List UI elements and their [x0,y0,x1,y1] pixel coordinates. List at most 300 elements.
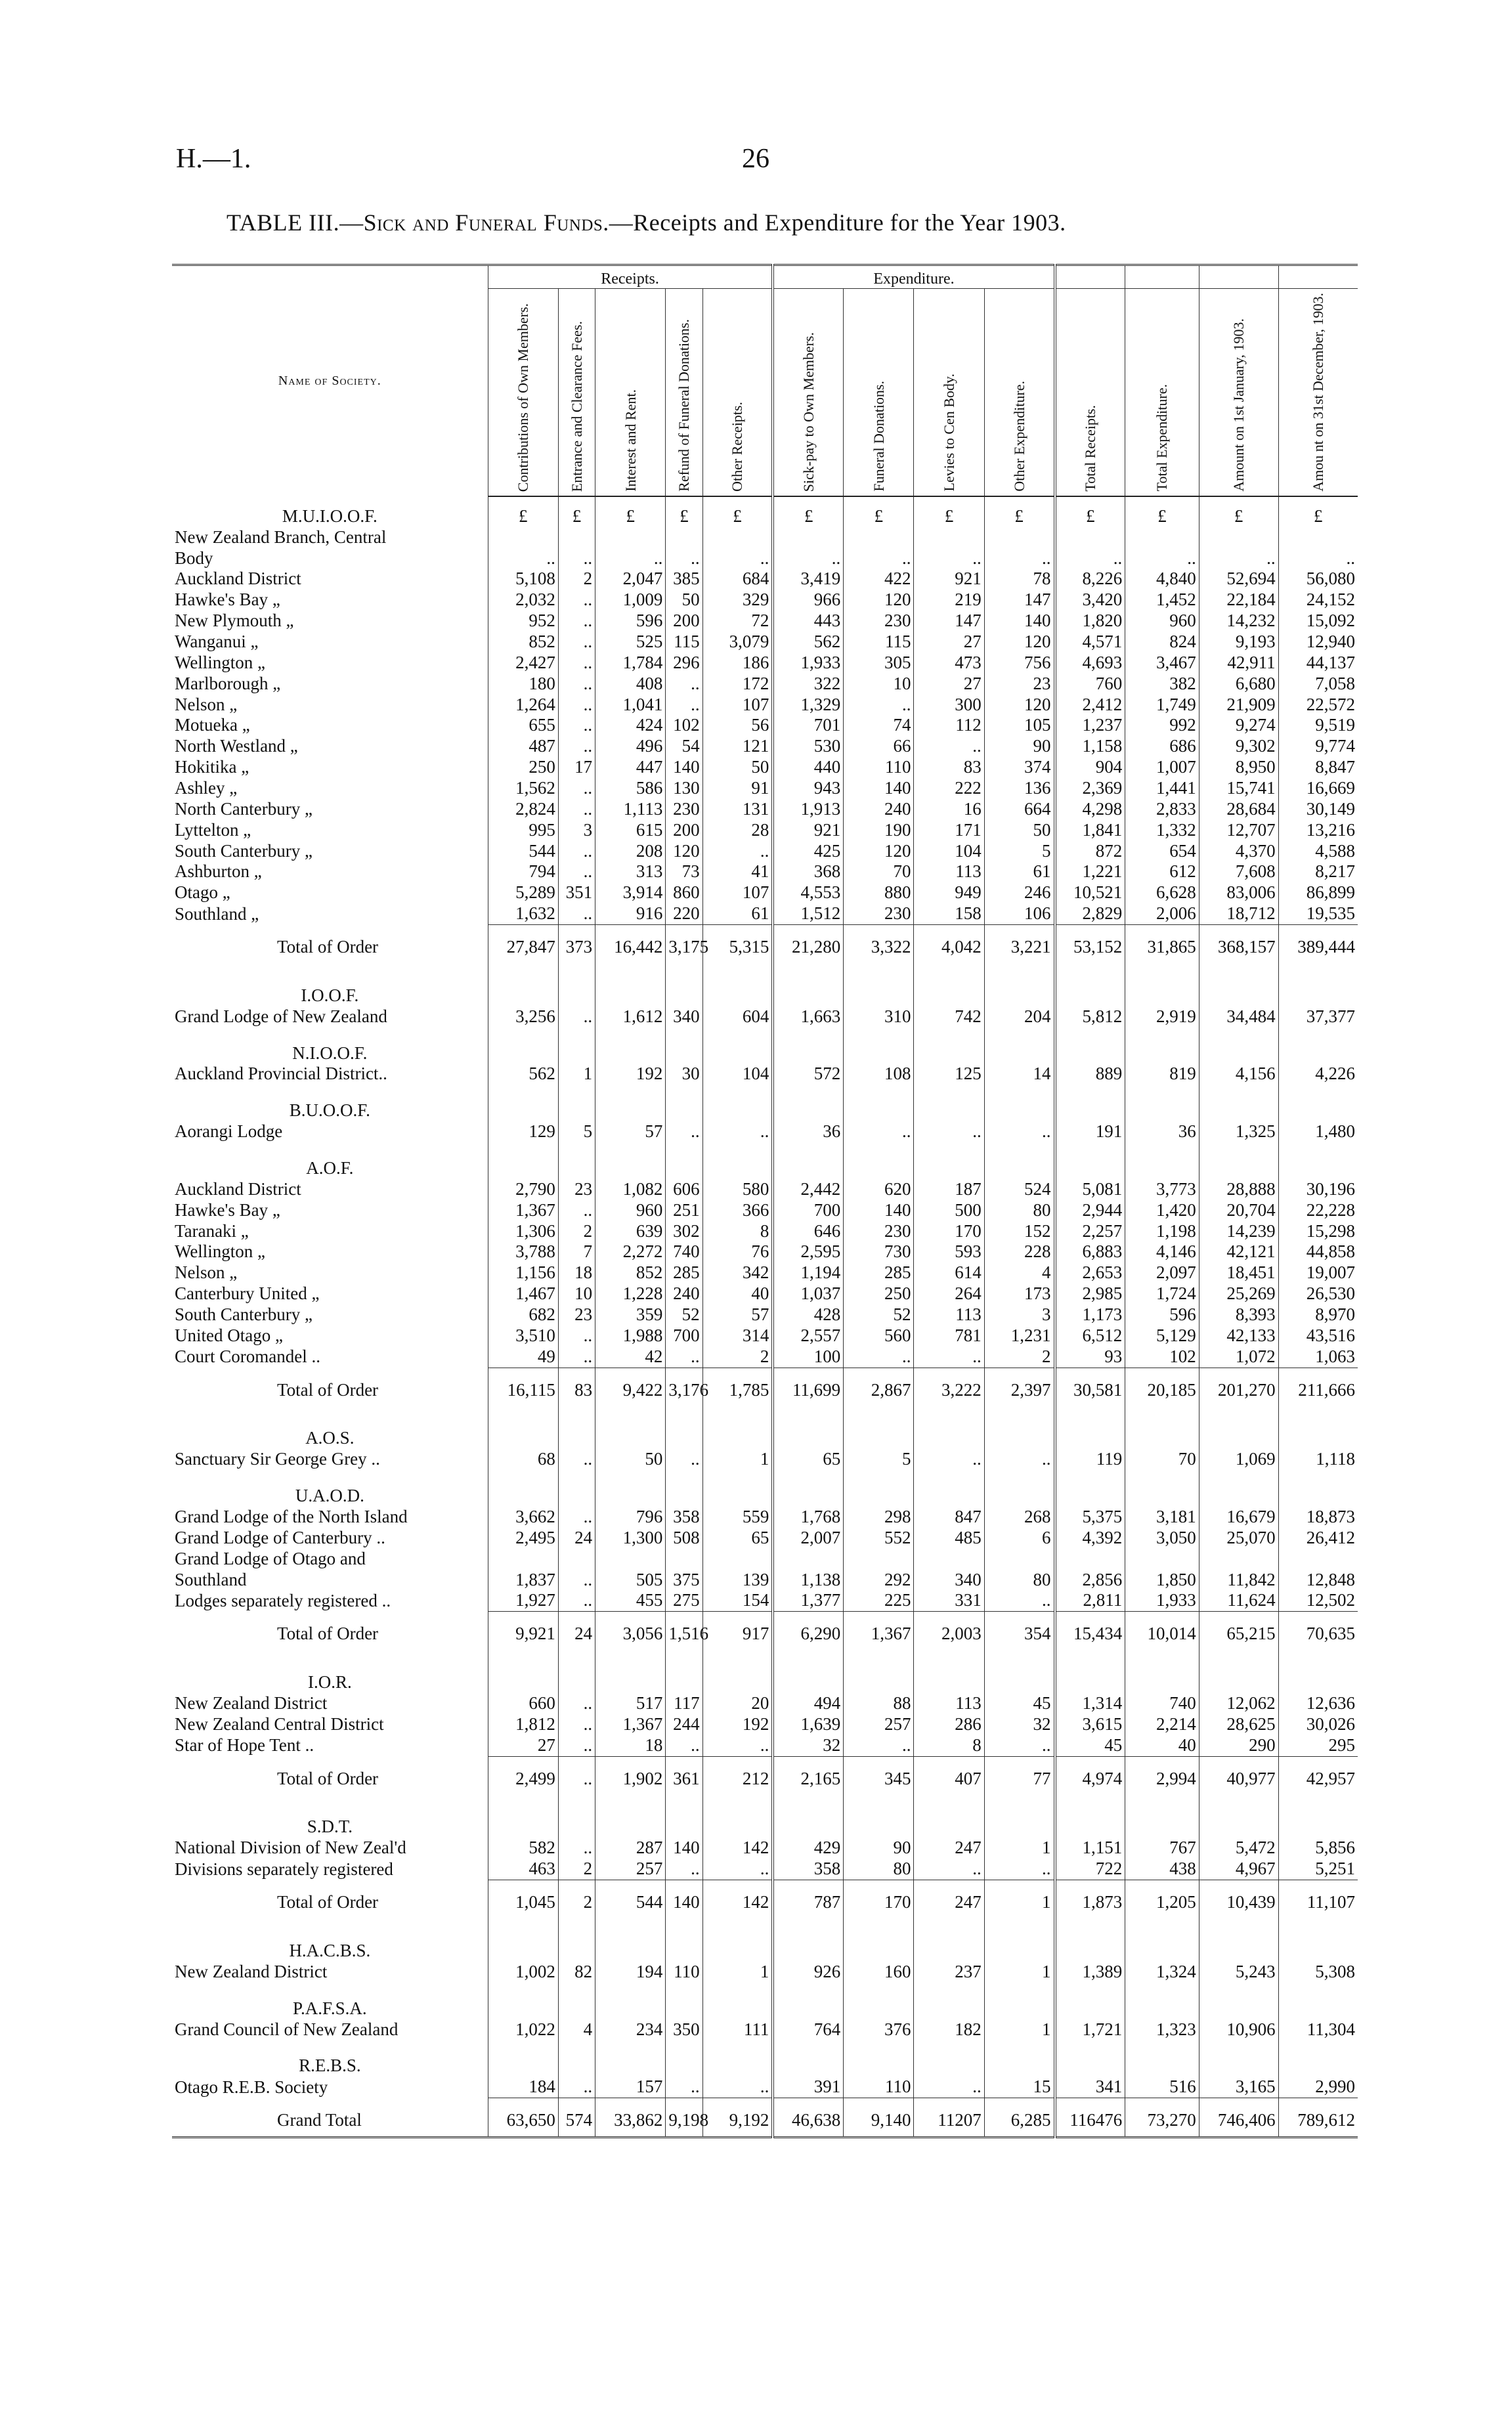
society-name-text: South Canterbury „ [175,840,313,861]
society-name-text: Taranaki „ [175,1220,249,1241]
empty-cell [1055,1085,1125,1121]
empty-cell [1055,2040,1125,2077]
value-cell: 11,107 [1278,1880,1358,1925]
empty-cell [1199,1470,1278,1507]
society-name-text: Lyttelton „ [175,819,251,840]
value-cell: 27,847 [488,924,558,969]
column-header-label: Levies to Cen Body. [941,374,958,492]
value-cell: .. [914,1121,984,1142]
column-header-label: Sick-pay to Own Members. [800,332,817,492]
table-row [172,799,1358,820]
value-cell: 1,841 [1055,820,1125,841]
value-cell: .. [984,527,1054,569]
column-header [1278,289,1358,496]
empty-cell [844,1027,914,1064]
empty-cell [666,1983,702,2019]
order-heading: I.O.R. [307,1672,352,1692]
value-cell: 42,911 [1199,653,1278,674]
value-cell: 9,192 [702,2098,773,2138]
society-name-text: Star of Hope Tent .. [175,1735,314,1756]
value-cell: 13,216 [1278,820,1358,841]
value-cell: 90 [844,1838,914,1859]
value-cell: 764 [773,2019,843,2040]
empty-cell [1125,1983,1199,2019]
value-cell: 819 [1125,1064,1199,1085]
value-cell: 211,666 [1278,1368,1358,1412]
value-cell: .. [666,527,702,569]
value-cell: 995 [488,820,558,841]
empty-cell [1125,1925,1199,1962]
value-cell: 1,329 [773,695,843,716]
value-cell: 24 [558,1528,595,1549]
value-cell: 1 [984,2019,1054,2040]
value-cell: 42,957 [1278,1756,1358,1801]
value-cell: 192 [595,1064,666,1085]
value-cell: 120 [844,590,914,611]
value-cell: 429 [773,1838,843,1859]
value-cell: 313 [595,861,666,882]
empty-cell [1278,1412,1358,1449]
value-cell: 572 [773,1064,843,1085]
value-cell: 1,913 [773,799,843,820]
society-name [172,1368,488,1412]
value-cell: 1,784 [595,653,666,674]
value-cell: 41 [702,861,773,882]
value-cell: 960 [1125,611,1199,632]
value-cell: 5 [844,1449,914,1470]
empty-cell [1125,1142,1199,1179]
value-cell: 1,389 [1055,1962,1125,1983]
value-cell: 1,158 [1055,736,1125,757]
value-cell: 1,480 [1278,1121,1358,1142]
order-heading-row [172,1983,1358,2019]
value-cell: 40,977 [1199,1756,1278,1801]
society-name-text: Nelson „ [175,694,238,714]
value-cell: 11,624 [1199,1590,1278,1611]
value-cell: 86,899 [1278,882,1358,903]
society-name-text: National Division of New Zeal'd [175,1838,406,1858]
column-header [666,289,702,496]
value-cell: 9,198 [666,2098,702,2138]
value-cell: 8 [914,1735,984,1756]
empty-cell [844,1801,914,1838]
value-cell: 340 [666,1006,702,1027]
value-cell: 9,193 [1199,632,1278,653]
value-cell: 1,325 [1199,1121,1278,1142]
value-cell: 200 [666,611,702,632]
society-name [172,882,488,903]
table-row [172,1735,1358,1756]
value-cell: 3,788 [488,1241,558,1262]
value-cell: 139 [702,1549,773,1591]
value-cell: 574 [558,2098,595,2138]
value-cell: 1,007 [1125,757,1199,778]
value-cell: 30,026 [1278,1714,1358,1735]
value-cell: 65 [702,1528,773,1549]
empty-cell [1125,1027,1199,1064]
value-cell: 28,684 [1199,799,1278,820]
society-name [172,1693,488,1714]
empty-cell [1125,1656,1199,1693]
value-cell: 660 [488,1693,558,1714]
value-cell: 1,367 [488,1200,558,1221]
value-cell: 113 [914,1304,984,1325]
value-cell: 3 [558,820,595,841]
empty-cell [666,1801,702,1838]
value-cell: .. [558,715,595,736]
value-cell: 56,080 [1278,569,1358,590]
empty-cell [773,1801,843,1838]
society-name [172,820,488,841]
value-cell: .. [984,1449,1054,1470]
empty-cell [702,1801,773,1838]
value-cell: 463 [488,1859,558,1880]
empty-cell [1278,970,1358,1006]
order-heading: M.U.I.O.O.F. [282,506,378,526]
value-cell: 44,858 [1278,1241,1358,1262]
society-name [172,778,488,799]
value-cell: 45 [984,1693,1054,1714]
value-cell: 18 [558,1262,595,1283]
empty-cell [558,1412,595,1449]
value-cell: .. [844,527,914,569]
value-cell: 180 [488,674,558,695]
empty-cell [558,1801,595,1838]
empty-cell [595,1656,666,1693]
society-name [172,569,488,590]
order-total-row [172,1880,1358,1925]
value-cell: 9,519 [1278,715,1358,736]
value-cell: 74 [844,715,914,736]
empty-cell [702,1142,773,1179]
society-name-text: Hawke's Bay „ [175,1199,280,1220]
value-cell: 250 [844,1283,914,1304]
column-header-label: Amount on 1st January, 1903. [1230,318,1247,492]
society-name-text: Total of Order [277,1768,379,1788]
value-cell: 331 [914,1590,984,1611]
value-cell: 992 [1125,715,1199,736]
value-cell: 2,811 [1055,1590,1125,1611]
society-name [172,1304,488,1325]
value-cell: 5,251 [1278,1859,1358,1880]
order-total-row [172,1756,1358,1801]
value-cell: 358 [666,1507,702,1528]
empty-cell [984,1085,1054,1121]
empty-cell [1055,1412,1125,1449]
society-name [172,736,488,757]
value-cell: 496 [595,736,666,757]
empty-cell [666,1142,702,1179]
value-cell: .. [488,527,558,569]
value-cell: 314 [702,1325,773,1347]
value-cell: 16,669 [1278,778,1358,799]
value-cell: 25,269 [1199,1283,1278,1304]
value-cell: 187 [914,1179,984,1200]
value-cell: 244 [666,1714,702,1735]
value-cell: 2,990 [1278,2077,1358,2098]
value-cell: 1,512 [773,903,843,924]
value-cell: 45 [1055,1735,1125,1756]
value-cell: 1,231 [984,1325,1054,1347]
value-cell: .. [702,2077,773,2098]
value-cell: 200 [666,820,702,841]
value-cell: .. [844,1121,914,1142]
value-cell: 184 [488,2077,558,2098]
value-cell: 108 [844,1064,914,1085]
society-name-text: New Zealand District [175,1961,328,1981]
society-name-text: Otago R.E.B. Society [175,2077,328,2097]
value-cell: 26,530 [1278,1283,1358,1304]
value-cell: .. [558,632,595,653]
value-cell: 517 [595,1693,666,1714]
value-cell: 760 [1055,674,1125,695]
value-cell: 1,812 [488,1714,558,1735]
column-header [1055,289,1125,496]
value-cell: 1,639 [773,1714,843,1735]
value-cell: 16,442 [595,924,666,969]
empty-cell [1278,1801,1358,1838]
value-cell: 8,847 [1278,757,1358,778]
value-cell: .. [844,695,914,716]
value-cell: .. [558,1756,595,1801]
value-cell: 2 [558,1880,595,1925]
value-cell: 82 [558,1962,595,1983]
value-cell: 105 [984,715,1054,736]
empty-cell [666,1085,702,1121]
column-header [558,289,595,496]
value-cell: 19,535 [1278,903,1358,924]
value-cell: 9,422 [595,1368,666,1412]
value-cell: 119 [1055,1449,1125,1470]
empty-cell [844,1656,914,1693]
value-cell: 4,693 [1055,653,1125,674]
value-cell: 361 [666,1756,702,1801]
empty-cell [488,1801,558,1838]
empty-cell [702,1925,773,1962]
value-cell: .. [984,1590,1054,1611]
empty-cell [595,1925,666,1962]
empty-cell [702,1412,773,1449]
value-cell: 2,557 [773,1325,843,1347]
value-cell: 921 [773,820,843,841]
value-cell: 1,306 [488,1221,558,1242]
value-cell: .. [595,527,666,569]
value-cell: 494 [773,1693,843,1714]
value-cell: 286 [914,1714,984,1735]
value-cell: 4,553 [773,882,843,903]
value-cell: 3,056 [595,1612,666,1656]
value-cell: 1,663 [773,1006,843,1027]
value-cell: 140 [666,1880,702,1925]
value-cell: 102 [666,715,702,736]
value-cell: 1,324 [1125,1962,1199,1983]
value-cell: 8,393 [1199,1304,1278,1325]
empty-cell [595,1142,666,1179]
value-cell: 9,274 [1199,715,1278,736]
value-cell: 646 [773,1221,843,1242]
society-name-text: Grand Lodge of the North Island [175,1507,408,1527]
society-name-text: Auckland Provincial District.. [175,1064,387,1084]
value-cell: 615 [595,820,666,841]
empty-cell [773,970,843,1006]
empty-cell [1199,2040,1278,2077]
value-cell: 525 [595,632,666,653]
column-header-label: Total Receipts. [1082,405,1099,492]
value-cell: 61 [702,903,773,924]
value-cell: 7,608 [1199,861,1278,882]
empty-cell [914,1085,984,1121]
value-cell: 80 [844,1859,914,1880]
value-cell: 219 [914,590,984,611]
society-name-text: Grand Total [277,2110,362,2130]
empty-cell [1125,1085,1199,1121]
value-cell: 524 [984,1179,1054,1200]
empty-cell [702,1656,773,1693]
society-name [172,1714,488,1735]
value-cell: 90 [984,736,1054,757]
value-cell: 7 [558,1241,595,1262]
society-name [172,1006,488,1027]
empty-cell [666,1027,702,1064]
empty-cell [558,1983,595,2019]
society-name-text: Hokitika „ [175,757,249,777]
value-cell: 1,562 [488,778,558,799]
value-cell: 2,214 [1125,1714,1199,1735]
value-cell: 1,749 [1125,695,1199,716]
table-row [172,674,1358,695]
value-cell: 117 [666,1693,702,1714]
value-cell: .. [666,2077,702,2098]
empty-cell [1125,1470,1199,1507]
value-cell: 3 [984,1304,1054,1325]
society-name-text: Grand Lodge of Otago and [175,1548,366,1568]
value-cell: 152 [984,1221,1054,1242]
value-cell: 40 [1125,1735,1199,1756]
society-name-text: Aorangi Lodge [175,1121,283,1142]
value-cell: 880 [844,882,914,903]
value-cell: 204 [984,1006,1054,1027]
society-name-text: Marlborough „ [175,673,281,693]
value-cell: 1,037 [773,1283,843,1304]
value-cell: .. [702,527,773,569]
empty-cell [1055,1470,1125,1507]
value-cell: 104 [702,1064,773,1085]
column-header-label: Amou nt on 31st December, 1903. [1310,293,1327,492]
header-spacer-2 [1125,265,1199,289]
society-name [172,590,488,611]
value-cell: 111 [702,2019,773,2040]
value-cell: .. [558,841,595,862]
value-cell: .. [914,2077,984,2098]
value-cell: 1,332 [1125,820,1199,841]
value-cell: 4,156 [1199,1064,1278,1085]
value-cell: 425 [773,841,843,862]
table-row [172,1528,1358,1549]
value-cell: 473 [914,653,984,674]
value-cell: 789,612 [1278,2098,1358,2138]
value-cell: £ [1125,496,1199,527]
value-cell: 654 [1125,841,1199,862]
society-name-text: Court Coromandel .. [175,1347,320,1367]
value-cell: 201,270 [1199,1368,1278,1412]
value-cell: 559 [702,1507,773,1528]
header-name-of-society: Name of Society. [278,373,381,388]
value-cell: 10 [558,1283,595,1304]
value-cell: 1,138 [773,1549,843,1591]
value-cell: 22,228 [1278,1200,1358,1221]
value-cell: 916 [595,903,666,924]
value-cell: 182 [914,2019,984,2040]
title-suffix: —Receipts and Expenditure for the Year 1903. [609,209,1066,236]
society-name-text: Auckland District [175,569,301,589]
value-cell: 136 [984,778,1054,799]
table-row [172,903,1358,924]
table-row [172,1714,1358,1735]
value-cell: 33,862 [595,2098,666,2138]
society-name [172,527,488,569]
value-cell: 212 [702,1756,773,1801]
value-cell: 5,375 [1055,1507,1125,1528]
value-cell: 22,572 [1278,695,1358,716]
value-cell: 10,439 [1199,1880,1278,1925]
value-cell: 2,412 [1055,695,1125,716]
value-cell: .. [773,527,843,569]
value-cell: 562 [488,1064,558,1085]
society-name [172,1507,488,1528]
value-cell: 1,820 [1055,611,1125,632]
value-cell: .. [558,611,595,632]
value-cell: 4,370 [1199,841,1278,862]
empty-cell [914,1983,984,2019]
value-cell: 1 [702,1449,773,1470]
value-cell: 1,721 [1055,2019,1125,2040]
value-cell: 36 [1125,1121,1199,1142]
value-cell: 847 [914,1507,984,1528]
value-cell: 382 [1125,674,1199,695]
value-cell: 247 [914,1880,984,1925]
empty-cell [773,1027,843,1064]
value-cell: 40 [702,1283,773,1304]
value-cell: 158 [914,903,984,924]
empty-cell [1199,1412,1278,1449]
value-cell: 131 [702,799,773,820]
value-cell: 1,151 [1055,1838,1125,1859]
value-cell: 220 [666,903,702,924]
value-cell: 3,175 [666,924,702,969]
column-header-label: Funeral Donations. [870,381,887,492]
society-name-text: Nelson „ [175,1262,238,1283]
value-cell: 287 [595,1838,666,1859]
society-name [172,903,488,924]
society-name [172,1200,488,1221]
value-cell: 374 [984,757,1054,778]
column-header [488,289,558,496]
value-cell: 1,632 [488,903,558,924]
value-cell: .. [1125,527,1199,569]
value-cell: 1,264 [488,695,558,716]
value-cell: 767 [1125,1838,1199,1859]
value-cell: 8,217 [1278,861,1358,882]
empty-cell [595,970,666,1006]
table-row [172,1549,1358,1591]
empty-cell [702,1470,773,1507]
value-cell: .. [914,1449,984,1470]
empty-cell [914,1801,984,1838]
value-cell: 580 [702,1179,773,1200]
page-reference: H.—1. [176,144,251,174]
empty-cell [595,1412,666,1449]
value-cell: 11,699 [773,1368,843,1412]
